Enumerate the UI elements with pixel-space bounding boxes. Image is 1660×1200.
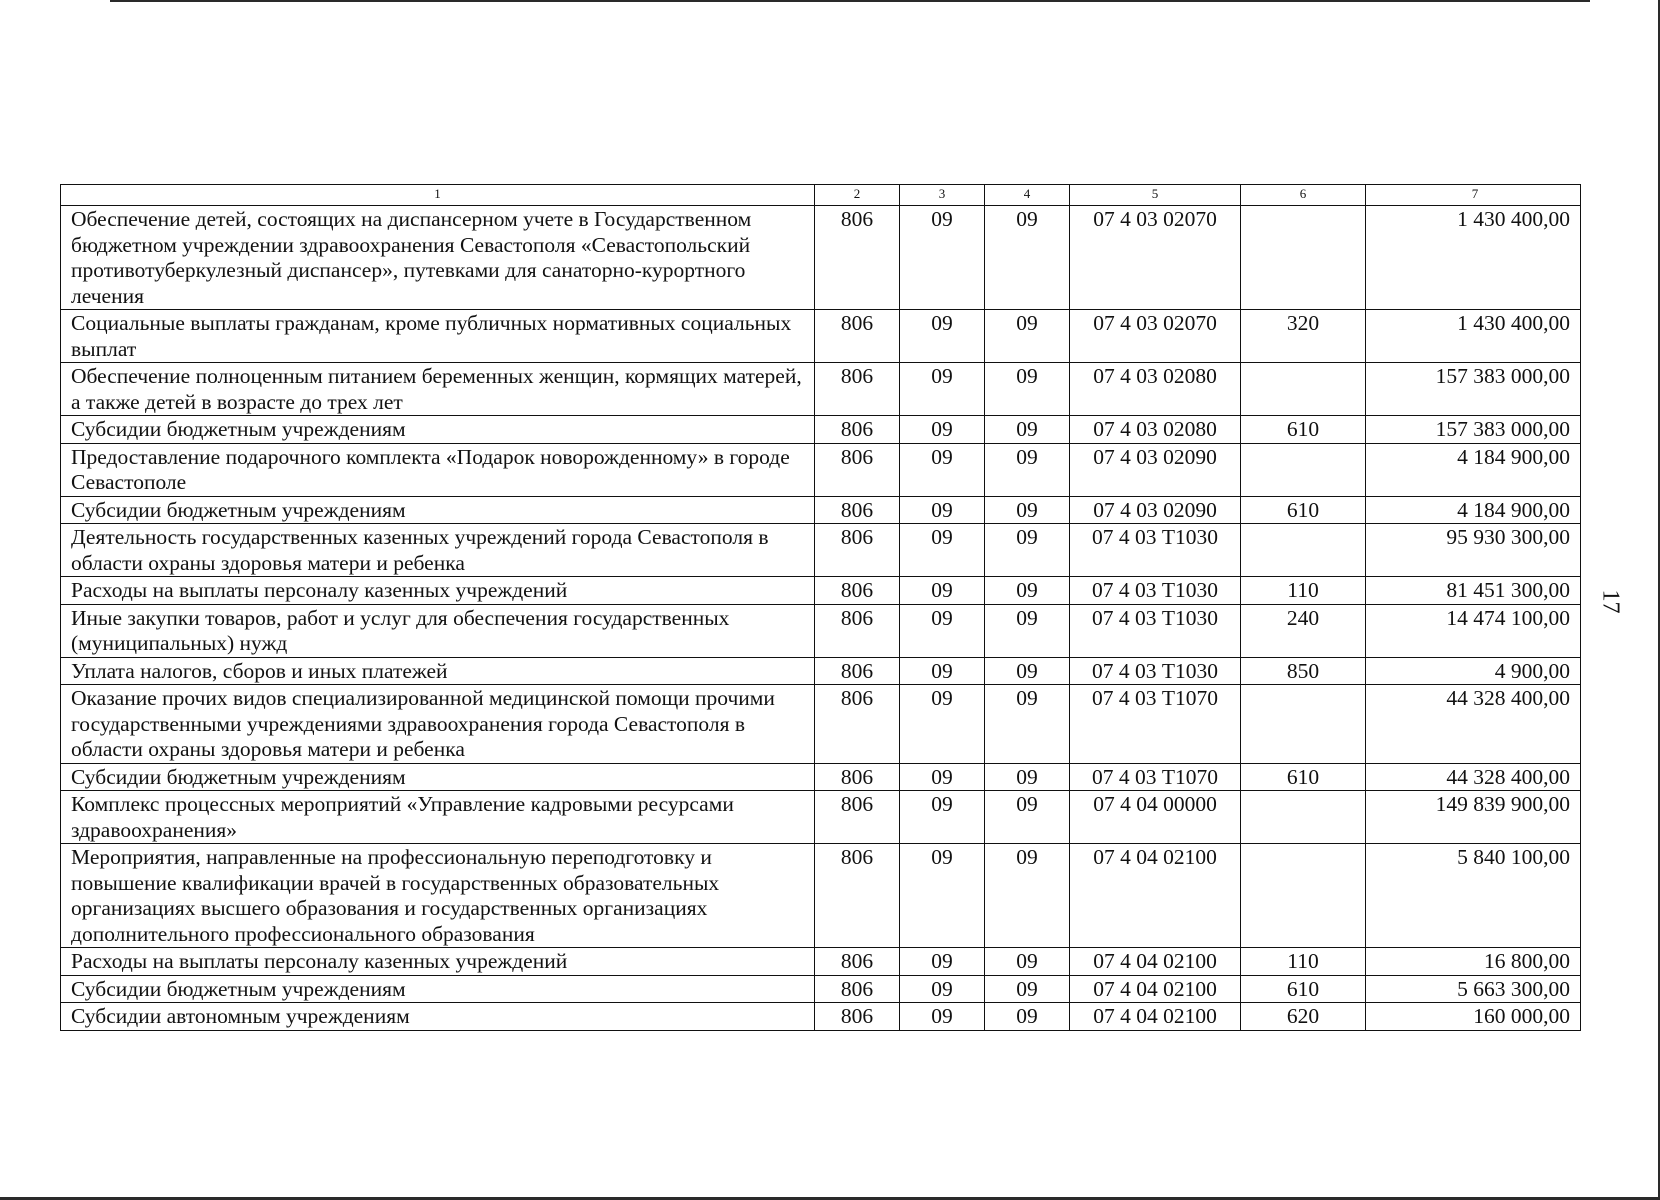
target-article-cell: 07 4 03 02070 — [1070, 206, 1241, 310]
expense-type-cell — [1241, 206, 1366, 310]
column-number: 4 — [985, 185, 1070, 206]
table-row — [61, 310, 1581, 363]
amount-cell: 1 430 400,00 — [1366, 206, 1581, 310]
section-code-cell: 09 — [900, 310, 985, 363]
ministry-code-cell: 806 — [815, 844, 900, 948]
subsection-code-cell: 09 — [985, 496, 1070, 524]
table-row — [61, 443, 1581, 496]
ministry-code-cell: 806 — [815, 496, 900, 524]
section-code-cell: 09 — [900, 657, 985, 685]
ministry-code-cell: 806 — [815, 206, 900, 310]
target-article-cell: 07 4 03 Т1030 — [1070, 657, 1241, 685]
subsection-code-cell: 09 — [985, 948, 1070, 976]
expense-type-cell: 240 — [1241, 604, 1366, 657]
row-name-cell: Комплекс процессных мероприятий «Управление кадровыми ресурсами здравоохранения» — [61, 791, 815, 844]
budget-table — [60, 184, 1581, 1031]
section-code-cell: 09 — [900, 975, 985, 1003]
ministry-code-cell: 806 — [815, 604, 900, 657]
table-row — [61, 577, 1581, 605]
table-row — [61, 524, 1581, 577]
subsection-code-cell: 09 — [985, 604, 1070, 657]
table-row — [61, 685, 1581, 764]
expense-type-cell: 110 — [1241, 577, 1366, 605]
amount-cell: 5 840 100,00 — [1366, 844, 1581, 948]
scan-edge-top — [110, 0, 1590, 2]
expense-type-cell: 110 — [1241, 948, 1366, 976]
amount-cell: 81 451 300,00 — [1366, 577, 1581, 605]
amount-cell: 157 383 000,00 — [1366, 416, 1581, 444]
expense-type-cell — [1241, 685, 1366, 764]
row-name-cell: Обеспечение детей, состоящих на диспансерном учете в Государственном бюджетном учреждении здравоохранения Севастополя «Севастопольский противотуберкулезный диспансер», путевками для санаторно-курортного лечения — [61, 206, 815, 310]
expense-type-cell: 620 — [1241, 1003, 1366, 1031]
expense-type-cell: 610 — [1241, 763, 1366, 791]
subsection-code-cell: 09 — [985, 577, 1070, 605]
section-code-cell: 09 — [900, 363, 985, 416]
subsection-code-cell: 09 — [985, 416, 1070, 444]
row-name-cell: Расходы на выплаты персоналу казенных учреждений — [61, 577, 815, 605]
ministry-code-cell: 806 — [815, 685, 900, 764]
ministry-code-cell: 806 — [815, 443, 900, 496]
ministry-code-cell: 806 — [815, 577, 900, 605]
expense-type-cell: 610 — [1241, 975, 1366, 1003]
subsection-code-cell: 09 — [985, 206, 1070, 310]
row-name-cell: Оказание прочих видов специализированной медицинской помощи прочими государственными учреждениями здравоохранения города Севастополя в области охраны здоровья матери и ребенка — [61, 685, 815, 764]
expense-type-cell: 320 — [1241, 310, 1366, 363]
amount-cell: 95 930 300,00 — [1366, 524, 1581, 577]
ministry-code-cell: 806 — [815, 524, 900, 577]
expense-type-cell — [1241, 524, 1366, 577]
target-article-cell: 07 4 03 02090 — [1070, 496, 1241, 524]
amount-cell: 4 900,00 — [1366, 657, 1581, 685]
subsection-code-cell: 09 — [985, 657, 1070, 685]
table-row — [61, 416, 1581, 444]
section-code-cell: 09 — [900, 763, 985, 791]
target-article-cell: 07 4 03 02080 — [1070, 363, 1241, 416]
target-article-cell: 07 4 03 02070 — [1070, 310, 1241, 363]
subsection-code-cell: 09 — [985, 844, 1070, 948]
table-row — [61, 975, 1581, 1003]
target-article-cell: 07 4 04 02100 — [1070, 975, 1241, 1003]
amount-cell: 149 839 900,00 — [1366, 791, 1581, 844]
target-article-cell: 07 4 04 02100 — [1070, 844, 1241, 948]
section-code-cell: 09 — [900, 443, 985, 496]
amount-cell: 16 800,00 — [1366, 948, 1581, 976]
column-number: 3 — [900, 185, 985, 206]
row-name-cell: Предоставление подарочного комплекта «Подарок новорожденному» в городе Севастополе — [61, 443, 815, 496]
column-number: 7 — [1366, 185, 1581, 206]
ministry-code-cell: 806 — [815, 791, 900, 844]
column-number-row — [61, 185, 1581, 206]
section-code-cell: 09 — [900, 844, 985, 948]
row-name-cell: Субсидии бюджетным учреждениям — [61, 416, 815, 444]
amount-cell: 4 184 900,00 — [1366, 443, 1581, 496]
table-row — [61, 604, 1581, 657]
amount-cell: 1 430 400,00 — [1366, 310, 1581, 363]
section-code-cell: 09 — [900, 206, 985, 310]
ministry-code-cell: 806 — [815, 1003, 900, 1031]
subsection-code-cell: 09 — [985, 975, 1070, 1003]
amount-cell: 44 328 400,00 — [1366, 763, 1581, 791]
section-code-cell: 09 — [900, 577, 985, 605]
row-name-cell: Субсидии бюджетным учреждениям — [61, 496, 815, 524]
ministry-code-cell: 806 — [815, 975, 900, 1003]
target-article-cell: 07 4 04 02100 — [1070, 948, 1241, 976]
section-code-cell: 09 — [900, 948, 985, 976]
row-name-cell: Деятельность государственных казенных учреждений города Севастополя в области охраны здоровья матери и ребенка — [61, 524, 815, 577]
page-number: 17 — [1597, 589, 1624, 614]
table-row — [61, 791, 1581, 844]
subsection-code-cell: 09 — [985, 443, 1070, 496]
row-name-cell: Иные закупки товаров, работ и услуг для обеспечения государственных (муниципальных) нужд — [61, 604, 815, 657]
table-row — [61, 657, 1581, 685]
table-row — [61, 206, 1581, 310]
amount-cell: 44 328 400,00 — [1366, 685, 1581, 764]
target-article-cell: 07 4 03 Т1030 — [1070, 524, 1241, 577]
table-row — [61, 948, 1581, 976]
column-number: 2 — [815, 185, 900, 206]
column-number: 5 — [1070, 185, 1241, 206]
section-code-cell: 09 — [900, 791, 985, 844]
row-name-cell: Расходы на выплаты персоналу казенных учреждений — [61, 948, 815, 976]
target-article-cell: 07 4 03 02090 — [1070, 443, 1241, 496]
expense-type-cell: 850 — [1241, 657, 1366, 685]
row-name-cell: Уплата налогов, сборов и иных платежей — [61, 657, 815, 685]
subsection-code-cell: 09 — [985, 763, 1070, 791]
subsection-code-cell: 09 — [985, 310, 1070, 363]
subsection-code-cell: 09 — [985, 685, 1070, 764]
target-article-cell: 07 4 03 02080 — [1070, 416, 1241, 444]
row-name-cell: Социальные выплаты гражданам, кроме публичных нормативных социальных выплат — [61, 310, 815, 363]
ministry-code-cell: 806 — [815, 657, 900, 685]
expense-type-cell — [1241, 791, 1366, 844]
table-row — [61, 1003, 1581, 1031]
section-code-cell: 09 — [900, 685, 985, 764]
target-article-cell: 07 4 04 02100 — [1070, 1003, 1241, 1031]
ministry-code-cell: 806 — [815, 310, 900, 363]
amount-cell: 5 663 300,00 — [1366, 975, 1581, 1003]
target-article-cell: 07 4 03 Т1030 — [1070, 577, 1241, 605]
ministry-code-cell: 806 — [815, 948, 900, 976]
table-body — [61, 206, 1581, 1031]
table-row — [61, 363, 1581, 416]
row-name-cell: Обеспечение полноценным питанием беременных женщин, кормящих матерей, а также детей в возрасте до трех лет — [61, 363, 815, 416]
table-row — [61, 763, 1581, 791]
subsection-code-cell: 09 — [985, 791, 1070, 844]
table-row — [61, 496, 1581, 524]
row-name-cell: Субсидии бюджетным учреждениям — [61, 975, 815, 1003]
amount-cell: 157 383 000,00 — [1366, 363, 1581, 416]
section-code-cell: 09 — [900, 496, 985, 524]
target-article-cell: 07 4 03 Т1070 — [1070, 685, 1241, 764]
expense-type-cell: 610 — [1241, 496, 1366, 524]
ministry-code-cell: 806 — [815, 363, 900, 416]
expense-type-cell — [1241, 443, 1366, 496]
ministry-code-cell: 806 — [815, 763, 900, 791]
section-code-cell: 09 — [900, 416, 985, 444]
amount-cell: 160 000,00 — [1366, 1003, 1581, 1031]
target-article-cell: 07 4 03 Т1030 — [1070, 604, 1241, 657]
expense-type-cell — [1241, 844, 1366, 948]
section-code-cell: 09 — [900, 1003, 985, 1031]
amount-cell: 4 184 900,00 — [1366, 496, 1581, 524]
row-name-cell: Субсидии автономным учреждениям — [61, 1003, 815, 1031]
expense-type-cell: 610 — [1241, 416, 1366, 444]
target-article-cell: 07 4 04 00000 — [1070, 791, 1241, 844]
row-name-cell: Мероприятия, направленные на профессиональную переподготовку и повышение квалификации врачей в государственных образовательных организациях высшего образования и государственных организациях дополнительного профессионального образования — [61, 844, 815, 948]
subsection-code-cell: 09 — [985, 524, 1070, 577]
section-code-cell: 09 — [900, 524, 985, 577]
subsection-code-cell: 09 — [985, 1003, 1070, 1031]
column-number: 1 — [61, 185, 815, 206]
target-article-cell: 07 4 03 Т1070 — [1070, 763, 1241, 791]
subsection-code-cell: 09 — [985, 363, 1070, 416]
amount-cell: 14 474 100,00 — [1366, 604, 1581, 657]
row-name-cell: Субсидии бюджетным учреждениям — [61, 763, 815, 791]
table-row — [61, 844, 1581, 948]
section-code-cell: 09 — [900, 604, 985, 657]
ministry-code-cell: 806 — [815, 416, 900, 444]
expense-type-cell — [1241, 363, 1366, 416]
column-number: 6 — [1241, 185, 1366, 206]
